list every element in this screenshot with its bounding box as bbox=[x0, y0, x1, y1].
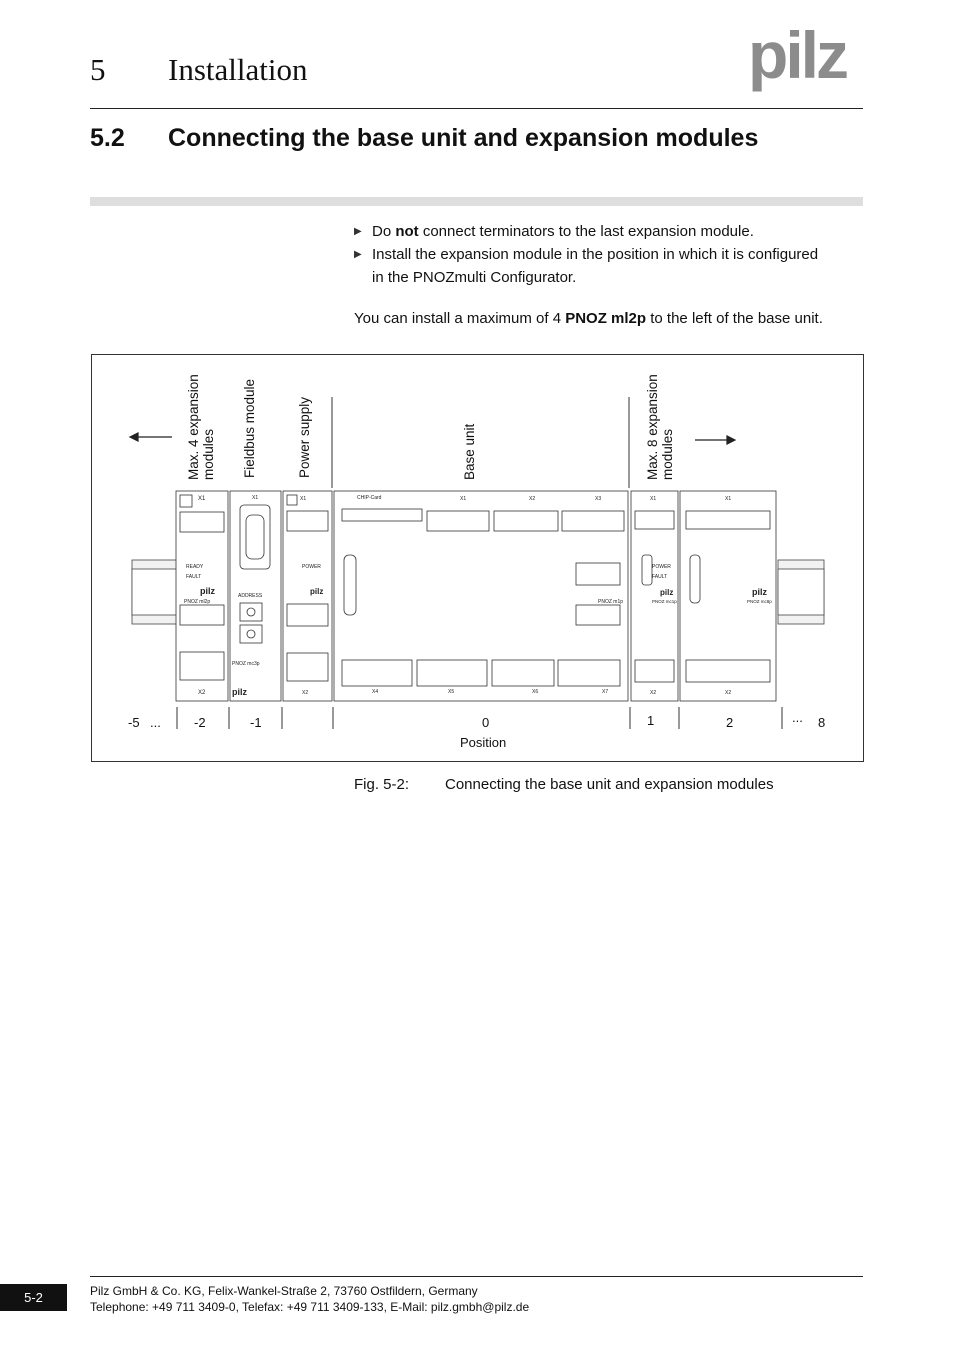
svg-text:PNOZ m1p: PNOZ m1p bbox=[598, 599, 624, 605]
header-rule bbox=[90, 108, 863, 109]
position-minus1: -1 bbox=[250, 715, 262, 730]
svg-text:X5: X5 bbox=[448, 689, 455, 695]
section-divider bbox=[90, 197, 863, 206]
footer-address: Pilz GmbH & Co. KG, Felix-Wankel-Straße 2, 73760 Ostfildern, Germany bbox=[90, 1284, 478, 1298]
svg-text:X2: X2 bbox=[302, 690, 309, 696]
position-0: 0 bbox=[482, 715, 490, 730]
figure-caption-text: Connecting the base unit and expansion modules bbox=[445, 776, 774, 793]
chapter-number: 5 bbox=[90, 52, 106, 87]
position-minus5: -5 bbox=[128, 715, 140, 730]
svg-text:X3: X3 bbox=[595, 496, 602, 502]
svg-text:POWER: POWER bbox=[302, 564, 321, 570]
svg-text:PNOZ mc3p: PNOZ mc3p bbox=[232, 661, 260, 667]
svg-text:POWER: POWER bbox=[652, 564, 671, 570]
position-1: 1 bbox=[647, 713, 655, 728]
svg-text:X1: X1 bbox=[650, 496, 657, 502]
svg-text:ADDRESS: ADDRESS bbox=[238, 593, 263, 599]
section-number: 5.2 bbox=[90, 124, 125, 152]
svg-text:PNOZ ml2p: PNOZ ml2p bbox=[184, 599, 211, 605]
svg-text:X6: X6 bbox=[532, 689, 539, 695]
label-max8: Max. 8 expansion modules bbox=[645, 374, 675, 480]
logo-text: pilz bbox=[748, 28, 846, 92]
triangle-bullet-icon: ▶ bbox=[354, 226, 362, 237]
position-2: 2 bbox=[726, 715, 734, 730]
svg-text:pilz: pilz bbox=[232, 687, 247, 697]
position-caption: Position bbox=[460, 735, 507, 750]
svg-text:FAULT: FAULT bbox=[186, 574, 202, 580]
product-name: PNOZ ml2p bbox=[565, 310, 647, 327]
footer-rule bbox=[90, 1276, 863, 1277]
footer-contact: Telephone: +49 711 3409-0, Telefax: +49 711 3409-133, E-Mail: pilz.gmbh@pilz.de bbox=[90, 1300, 530, 1314]
pilz-logo bbox=[748, 28, 866, 96]
svg-text:CHIP-Card: CHIP-Card bbox=[357, 495, 382, 501]
module-base-unit bbox=[334, 491, 628, 701]
svg-text:X1: X1 bbox=[460, 496, 467, 502]
emphasis-not: not bbox=[395, 223, 419, 240]
module-position-2 bbox=[680, 491, 776, 701]
figure-frame bbox=[91, 354, 864, 762]
svg-text:pilz: pilz bbox=[310, 587, 324, 596]
position-ticks bbox=[177, 707, 782, 729]
position-8: 8 bbox=[818, 715, 826, 730]
svg-text:READY: READY bbox=[186, 564, 204, 570]
position-minus2: -2 bbox=[194, 715, 206, 730]
svg-text:X1: X1 bbox=[252, 495, 259, 501]
section-title: Connecting the base unit and expansion modules bbox=[168, 124, 759, 152]
page-number: 5-2 bbox=[0, 1284, 67, 1311]
label-fieldbus: Fieldbus module bbox=[242, 378, 257, 478]
svg-text:X4: X4 bbox=[372, 689, 379, 695]
arrow-left-icon bbox=[130, 433, 172, 441]
label-base-unit: Base unit bbox=[462, 423, 477, 480]
svg-text:PNOZ mc8p: PNOZ mc8p bbox=[747, 599, 772, 604]
label-power-supply: Power supply bbox=[297, 396, 312, 478]
svg-text:pilz: pilz bbox=[752, 587, 767, 597]
module-fieldbus bbox=[230, 491, 281, 701]
chapter-title: Installation bbox=[168, 52, 308, 87]
svg-text:pilz: pilz bbox=[200, 586, 215, 596]
svg-text:PNOZ mc1p: PNOZ mc1p bbox=[652, 599, 677, 604]
module-power-supply bbox=[283, 491, 332, 701]
svg-text:X1: X1 bbox=[300, 496, 307, 502]
position-dots-left: ... bbox=[150, 715, 161, 730]
svg-text:X1: X1 bbox=[725, 496, 732, 502]
upper-separators bbox=[332, 397, 629, 488]
figure-caption-id: Fig. 5-2: bbox=[354, 776, 410, 793]
svg-text:pilz: pilz bbox=[660, 588, 674, 597]
arrow-right-icon bbox=[695, 436, 735, 444]
svg-text:X2: X2 bbox=[529, 496, 536, 502]
svg-text:X7: X7 bbox=[602, 689, 609, 695]
position-dots-right: ... bbox=[792, 710, 803, 725]
max-modules-paragraph: You can install a maximum of 4 PNOZ ml2p to the left of the base unit. bbox=[354, 310, 823, 327]
module-ml2p bbox=[176, 491, 228, 701]
module-position-1 bbox=[631, 491, 678, 701]
label-max4: Max. 4 expansion modules bbox=[186, 374, 216, 480]
device-drawing bbox=[92, 355, 863, 761]
svg-text:X2: X2 bbox=[198, 690, 206, 696]
svg-text:X2: X2 bbox=[650, 690, 657, 696]
triangle-bullet-icon: ▶ bbox=[354, 249, 362, 260]
svg-text:X2: X2 bbox=[725, 690, 732, 696]
svg-text:X1: X1 bbox=[198, 496, 206, 502]
svg-text:FAULT: FAULT bbox=[652, 574, 668, 580]
